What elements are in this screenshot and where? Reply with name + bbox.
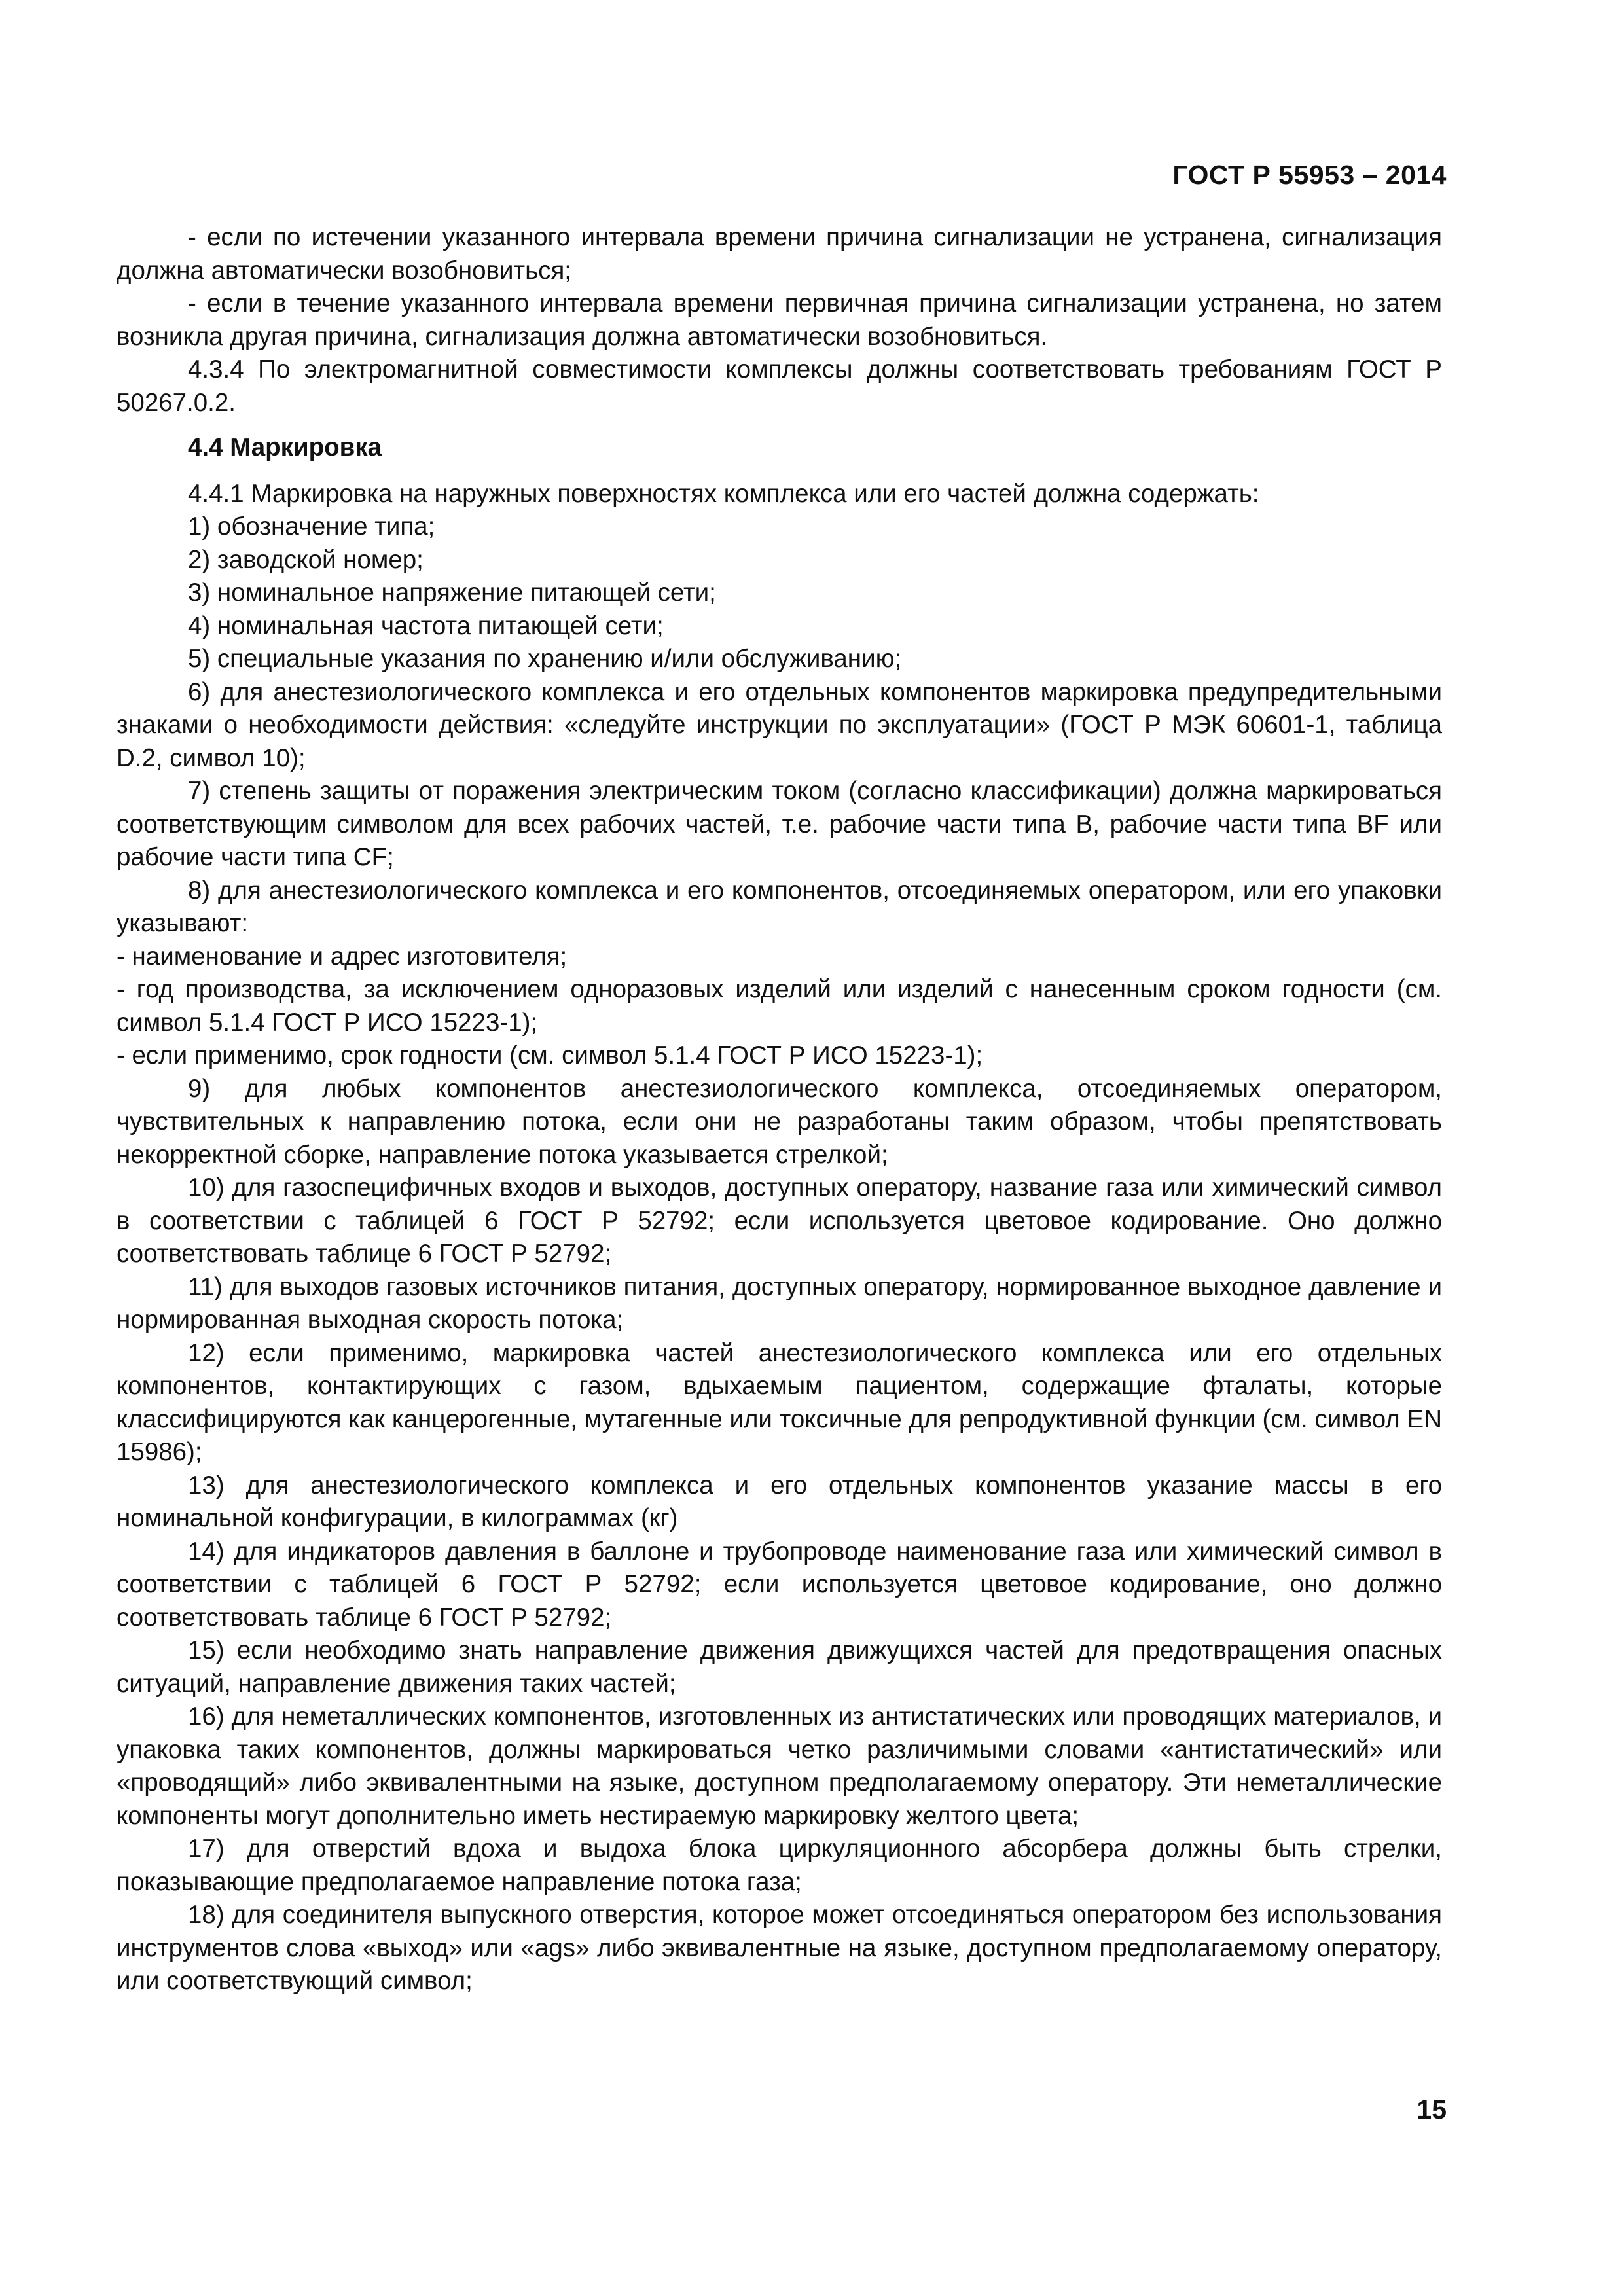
list-item: 7) степень защиты от поражения электрическим током (согласно классификации) должна маркироваться соответствующим символом для всех рабочих частей, т.е. рабочие части типа B, рабочие части типа BF или рабочие части типа CF; xyxy=(117,777,1442,871)
list-item: 18) для соединителя выпускного отверстия, которое может отсоединяться оператором без использования инструментов слова «выход» или «ags» либо эквивалентные на языке, доступном предполагаемому оператору, или соответствующий символ; xyxy=(117,1901,1442,1995)
dash-item: - если применимо, срок годности (см. символ 5.1.4 ГОСТ Р ИСО 15223-1); xyxy=(117,1041,983,1069)
dash-item: - наименование и адрес изготовителя; xyxy=(117,942,568,971)
list-item: 8) для анестезиологического комплекса и его компонентов, отсоединяемых оператором, или его упаковки указывают: xyxy=(117,876,1442,937)
list-item: 16) для неметаллических компонентов, изготовленных из антистатических или проводящих материалов, и упаковка таких компонентов, должны маркироваться четко различимыми словами «антистатический» или «проводящий» либо эквивалентными на языке, доступном предполагаемому оператору. Эти неметаллические компоненты могут дополнительно иметь нестираемую маркировку желтого цвета; xyxy=(117,1702,1442,1830)
list-item: 15) если необходимо знать направление движения движущихся частей для предотвращения опасных ситуаций, направление движения таких частей; xyxy=(117,1636,1442,1698)
list-item: 14) для индикаторов давления в баллоне и трубопроводе наименование газа или химический символ в соответствии с таблицей 6 ГОСТ Р 52792; если используется цветовое кодирование, оно должно соответствовать таблице 6 ГОСТ Р 52792; xyxy=(117,1537,1442,1632)
paragraph: - если по истечении указанного интервала времени причина сигнализации не устранена, сигнализация должна автоматически возобновиться; xyxy=(117,223,1442,285)
document-body xyxy=(117,221,1442,1998)
list-item: 5) специальные указания по хранению и/или обслуживанию; xyxy=(188,645,902,673)
standard-designation: ГОСТ Р 55953 – 2014 xyxy=(1172,160,1447,190)
list-item: 11) для выходов газовых источников питания, доступных оператору, нормированное выходное давление и нормированная выходная скорость потока; xyxy=(117,1272,1442,1334)
dash-item: - год производства, за исключением одноразовых изделий или изделий с нанесенным сроком годности (см. символ 5.1.4 ГОСТ Р ИСО 15223-1); xyxy=(117,975,1442,1037)
list-item: 1) обозначение типа; xyxy=(188,512,435,541)
section-heading: 4.4 Маркировка xyxy=(188,433,382,461)
list-item: 17) для отверстий вдоха и выдоха блока циркуляционного абсорбера должны быть стрелки, показывающие предполагаемое направление потока газа; xyxy=(117,1835,1442,1896)
list-item: 4) номинальная частота питающей сети; xyxy=(188,611,664,640)
list-item: 10) для газоспецифичных входов и выходов, доступных оператору, название газа или химический символ в соответствии с таблицей 6 ГОСТ Р 52792; если используется цветовое кодирование. Оно должно соответствовать таблице 6 ГОСТ Р 52792; xyxy=(117,1174,1442,1268)
list-item: 13) для анестезиологического комплекса и его отдельных компонентов указание массы в его номинальной конфигурации, в килограммах (кг) xyxy=(117,1471,1442,1532)
paragraph-4-3-4: 4.3.4 По электромагнитной совместимости комплексы должны соответствовать требованиям ГОСТ Р 50267.0.2. xyxy=(117,355,1442,417)
paragraph-4-4-1: 4.4.1 Маркировка на наружных поверхностях комплекса или его частей должна содержать: xyxy=(188,479,1259,508)
list-item: 6) для анестезиологического комплекса и его отдельных компонентов маркировка предупредительными знаками о необходимости действия: «следуйте инструкции по эксплуатации» (ГОСТ Р МЭК 60601-1, таблица D.2, символ 10); xyxy=(117,677,1442,772)
paragraph: - если в течение указанного интервала времени первичная причина сигнализации устранена, но затем возникла другая причина, сигнализация должна автоматически возобновиться. xyxy=(117,289,1442,351)
list-item: 3) номинальное напряжение питающей сети; xyxy=(188,579,716,607)
list-item: 12) если применимо, маркировка частей анестезиологического комплекса или его отдельных компонентов, контактирующих с газом, вдыхаемым пациентом, содержащие фталаты, которые классифицируются как канцерогенные, мутагенные или токсичные для репродуктивной функции (см. символ EN 15986); xyxy=(117,1338,1442,1466)
list-item: 2) заводской номер; xyxy=(188,545,424,574)
list-item: 9) для любых компонентов анестезиологического комплекса, отсоединяемых оператором, чувствительных к направлению потока, если они не разработаны таким образом, чтобы препятствовать некорректной сборке, направление потока указывается стрелкой; xyxy=(117,1074,1442,1169)
page-number: 15 xyxy=(1416,2094,1447,2125)
